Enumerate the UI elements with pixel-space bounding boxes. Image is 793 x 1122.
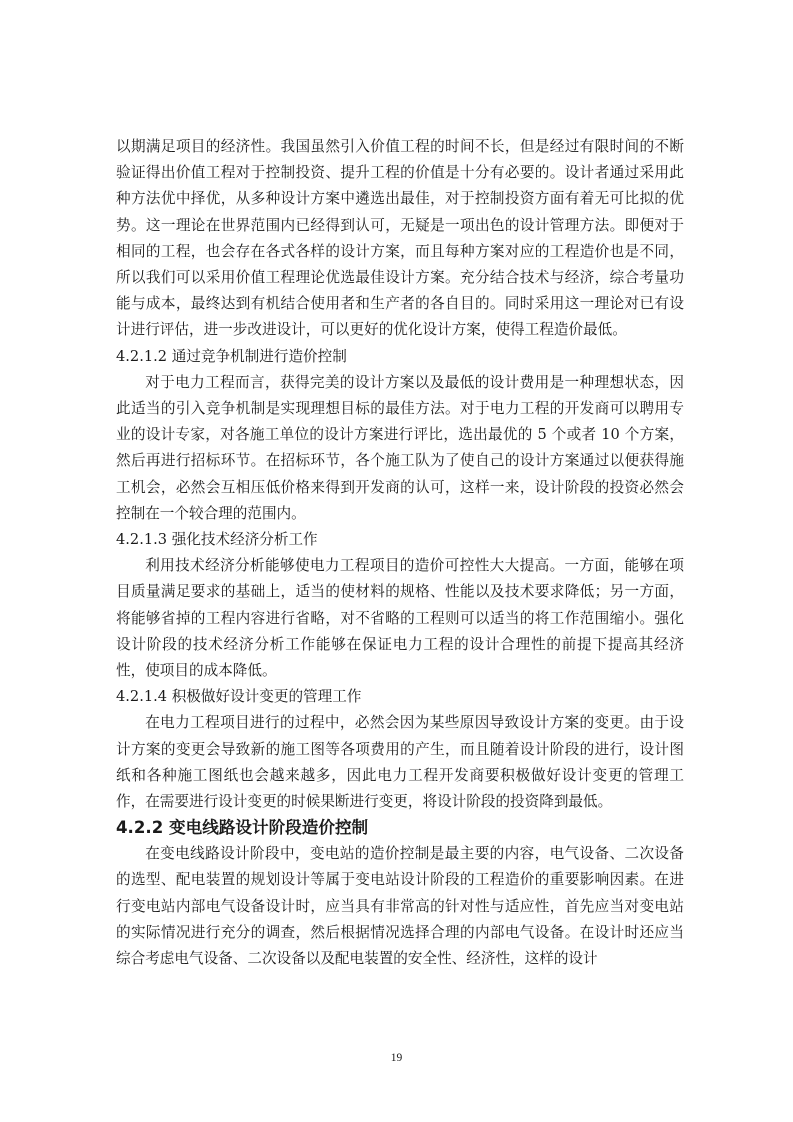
heading-4-2-1-4: 4.2.1.4 积极做好设计变更的管理工作 — [116, 688, 362, 706]
paragraph-design-change: 在电力工程项目进行的过程中，必然会因为某些原因导致设计方案的变更。由于设计方案的变更会导致新的施工图等各项费用的产生，而且随着设计阶段的进行，设计图纸和各种施工图纸也会越来越多，因此电力工程开发商要积极做好设计变更的管理工作，在需要进行设计变更的时候果断进行变更，将设计阶段的投资降到最低。 — [116, 714, 684, 811]
heading-4-2-1-3: 4.2.1.3 强化技术经济分析工作 — [116, 531, 318, 549]
paragraph-tech-economic: 利用技术经济分析能够使电力工程项目的造价可控性大大提高。一方面，能够在项目质量满足要求的基础上，适当的使材料的规格、性能以及技术要求降低；另一方面，将能够省掉的工程内容进行省略，对不省略的工程则可以适当的将工作范围缩小。强化设计阶段的技术经济分析工作能够在保证电力工程的设计合理性的前提下提高其经济性，使项目的成本降低。 — [116, 557, 684, 680]
section-title-4-2-2: 4.2.2 变电线路设计阶段造价控制 — [116, 818, 369, 838]
page-number: 19 — [390, 1052, 403, 1064]
body-text — [116, 134, 684, 972]
heading-4-2-1-2: 4.2.1.2 通过竞争机制进行造价控制 — [116, 347, 347, 365]
paragraph-substation: 在变电线路设计阶段中，变电站的造价控制是最主要的内容，电气设备、二次设备的选型、配电装置的规划设计等属于变电站设计阶段的工程造价的重要影响因素。在进行变电站内部电气设备设计时，应当具有非常高的针对性与适应性，首先应当对变电站的实际情况进行充分的调查，然后根据情况选择合理的内部电气设备。在设计时还应当综合考虑电气设备、二次设备以及配电装置的安全性、经济性，这样的设计 — [116, 845, 684, 968]
paragraph-competition: 对于电力工程而言，获得完美的设计方案以及最低的设计费用是一种理想状态，因此适当的引入竞争机制是实现理想目标的最佳方法。对于电力工程的开发商可以聘用专业的设计专家，对各施工单位的设计方案进行评比，选出最优的 5 个或者 10 个方案，然后再进行招标环节。在招标环节，各个施工队为了使自己的设计方案通过以便获得施工机会，必然会互相压低价格来得到开发商的认可，这样一来，设计阶段的投资必然会控制在一个较合理的范围内。 — [116, 373, 684, 522]
paragraph-value-engineering: 以期满足项目的经济性。我国虽然引入价值工程的时间不长，但是经过有限时间的不断验证得出价值工程对于控制投资、提升工程的价值是十分有必要的。设计者通过采用此种方法优中择优，从多种设计方案中遴选出最佳，对于控制投资方面有着无可比拟的优势。这一理论在世界范围内已经得到认可，无疑是一项出色的设计管理方法。即便对于相同的工程，也会存在各式各样的设计方案，而且每种方案对应的工程造价也是不同，所以我们可以采用价值工程理论优选最佳设计方案。充分结合技术与经济，综合考量功能与成本，最终达到有机结合使用者和生产者的各自目的。同时采用这一理论对已有设计进行评估，进一步改进设计，可以更好的优化设计方案，使得工程造价最低。 — [116, 138, 684, 339]
